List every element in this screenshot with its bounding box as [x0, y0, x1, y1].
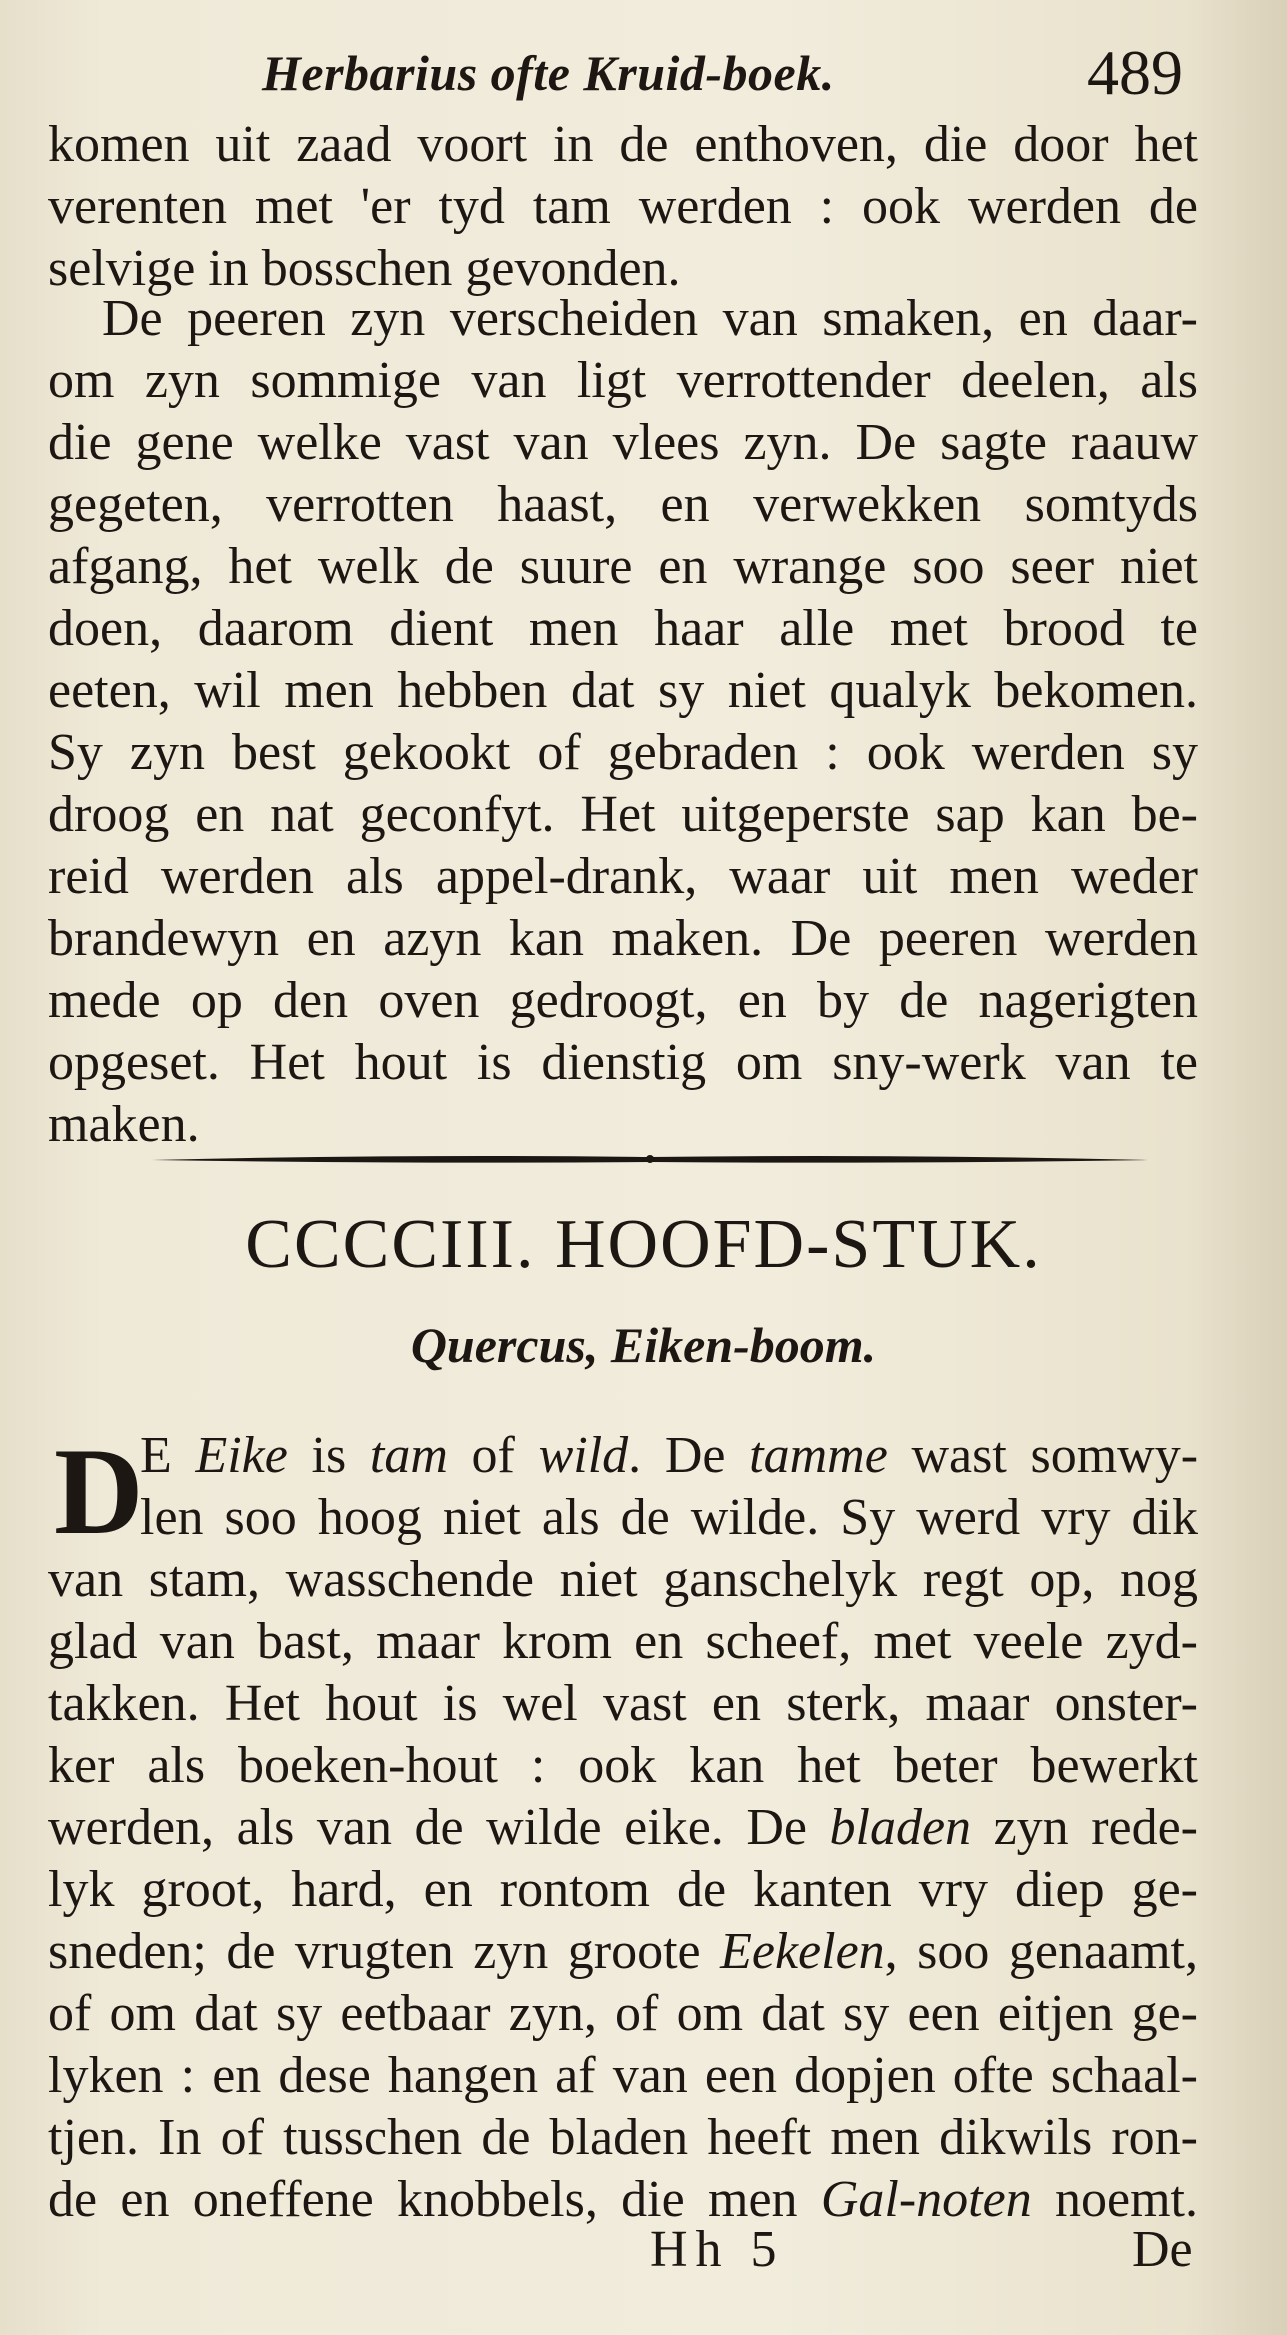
text-run: zyn rede-	[971, 1799, 1198, 1856]
italic-term: Eekelen	[720, 1923, 885, 1980]
text-line: tjen. In of tusschen de bladen heeft men dikwils ron-	[48, 2109, 1198, 2166]
text-line: lyk groot, hard, en rontom de kanten vry diep ge-	[48, 1861, 1198, 1918]
subtitle-latin-name: Quercus	[410, 1317, 586, 1373]
italic-term: Eike	[195, 1427, 288, 1484]
text-line: glad van bast, maar krom en scheef, met veele zyd-	[48, 1613, 1198, 1670]
text-line: lyken : en dese hangen af van een dopjen ofte schaal-	[48, 2047, 1198, 2104]
text-line: selvige in bosschen gevonden.	[48, 240, 681, 297]
paragraph-1	[48, 114, 1198, 300]
running-head	[0, 32, 1287, 122]
text-run: wast somwy-	[887, 1427, 1199, 1484]
page-number: 489	[1087, 37, 1183, 108]
paragraph-3-body	[48, 1549, 1198, 2231]
text-line: De peeren zyn verscheiden van smaken, en daar-	[102, 290, 1198, 347]
text-line: reid werden als appel-drank, waar uit men weder	[48, 848, 1198, 905]
subtitle-dutch-name: Eiken-boom.	[610, 1317, 877, 1373]
subtitle-separator: ,	[585, 1317, 611, 1373]
text-run: is	[287, 1427, 370, 1484]
text-line: om zyn sommige van ligt verrottender deelen, als	[48, 352, 1198, 409]
text-line: takken. Het hout is wel vast en sterk, maar onster-	[48, 1675, 1198, 1732]
text-run: , soo genaamt,	[884, 1923, 1198, 1980]
text-line: maken.	[48, 1096, 200, 1153]
italic-term: Gal-noten	[820, 2171, 1032, 2228]
italic-term: wild	[538, 1427, 629, 1484]
text-run: E	[140, 1427, 196, 1484]
text-line: of om dat sy eetbaar zyn, of om dat sy een eitjen ge-	[48, 1985, 1198, 2042]
paragraph-3-opening	[140, 1425, 1198, 1549]
text-line: gegeten, verrotten haast, en verwekken somtyds	[48, 476, 1198, 533]
divider-ornament-icon	[150, 1148, 1150, 1172]
text-line: komen uit zaad voort in de enthoven, die door het	[48, 116, 1198, 173]
text-line: Sy zyn best gekookt of gebraden : ook werden sy	[48, 724, 1198, 781]
text-line: die gene welke vast van vlees zyn. De sagte raauw	[48, 414, 1198, 471]
catchword: De	[1132, 2221, 1193, 2278]
text-line: opgeset. Het hout is dienstig om sny-werk van te	[48, 1034, 1198, 1091]
text-line: van stam, wasschende niet ganschelyk regt op, nog	[48, 1551, 1198, 1608]
text-run: of	[447, 1427, 539, 1484]
section-divider-rule	[150, 1148, 1150, 1172]
italic-term: bladen	[829, 1799, 972, 1856]
signature-mark: Hh 5	[650, 2221, 785, 2278]
chapter-subtitle	[0, 1310, 1287, 1380]
italic-term: tam	[369, 1427, 448, 1484]
text-line	[48, 1797, 1198, 1859]
text-line	[48, 1921, 1198, 1983]
text-line	[140, 1425, 1198, 1487]
text-line: droog en nat geconfyt. Het uitgeperste sap kan be-	[48, 786, 1198, 843]
text-run: de en oneffene knobbels, die men	[48, 2171, 821, 2228]
text-line: brandewyn en azyn kan maken. De peeren werden	[48, 910, 1198, 967]
text-line: afgang, het welk de suure en wrange soo seer niet	[48, 538, 1198, 595]
drop-cap: D	[54, 1423, 144, 1560]
chapter-heading: CCCCIII. HOOFD-STUK.	[245, 1206, 1042, 1283]
text-run: sneden; de vrugten zyn groote	[48, 1923, 721, 1980]
text-run: noemt.	[1031, 2171, 1198, 2228]
text-line: ker als boeken-hout : ook kan het beter bewerkt	[48, 1737, 1198, 1794]
page-footer	[0, 2220, 1287, 2290]
running-title: Herbarius ofte Kruid-boek.	[262, 45, 835, 101]
text-run: . De	[628, 1427, 750, 1484]
text-line: mede op den oven gedroogt, en by de nagerigten	[48, 972, 1198, 1029]
text-line: verenten met 'er tyd tam werden : ook werden de	[48, 178, 1198, 235]
text-line: len soo hoog niet als de wilde. Sy werd vry dik	[140, 1489, 1198, 1546]
paragraph-2	[48, 288, 1198, 1156]
italic-term: tamme	[749, 1427, 888, 1484]
text-run: werden, als van de wilde eike. De	[48, 1799, 830, 1856]
text-line: eeten, wil men hebben dat sy niet qualyk bekomen.	[48, 662, 1198, 719]
text-line: doen, daarom dient men haar alle met brood te	[48, 600, 1198, 657]
